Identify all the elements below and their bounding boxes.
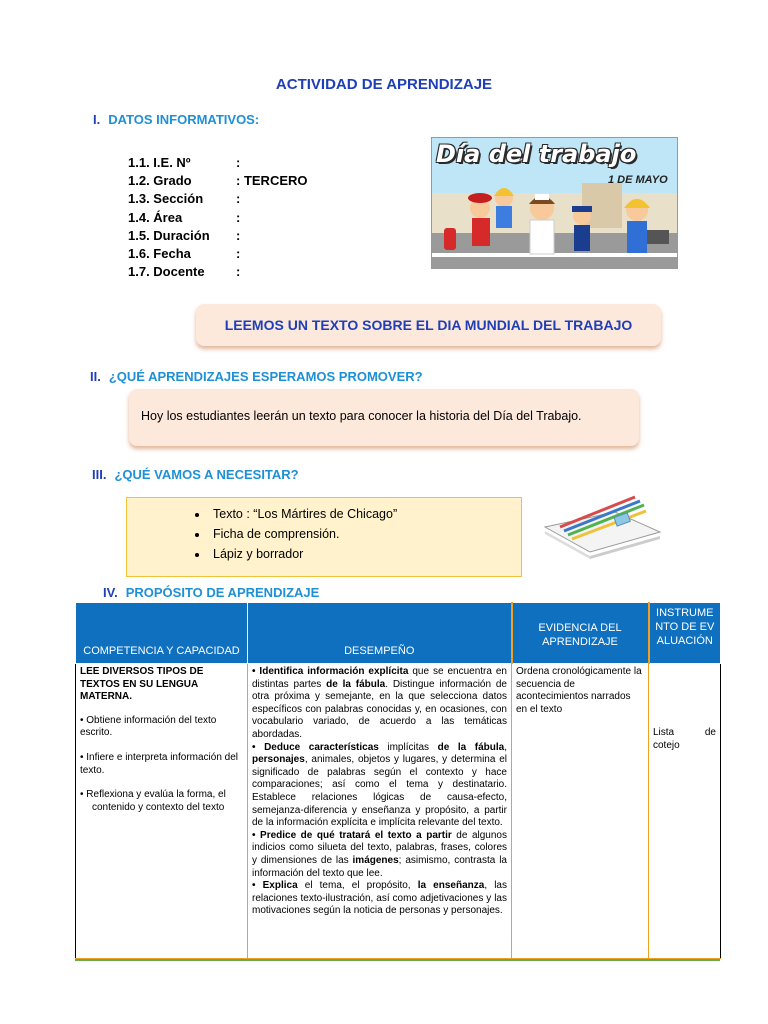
section-label: ¿QUÉ APRENDIZAJES ESPERAMOS PROMOVER? [108, 369, 423, 384]
lesson-title-box [196, 304, 661, 346]
instrumento-cell [649, 664, 721, 959]
section-necesitar-heading [92, 467, 299, 482]
datos-row [128, 245, 308, 263]
header-competencia: COMPETENCIA Y CAPACIDAD [76, 603, 248, 664]
section-number: I. [93, 112, 101, 127]
datos-label: 1.4. Área [128, 209, 183, 225]
dia-del-trabajo-banner [431, 137, 678, 269]
section-datos-heading [93, 112, 259, 127]
table-bottom-border [75, 959, 720, 961]
datos-list [128, 154, 308, 281]
datos-row [128, 263, 308, 281]
proposito-table [75, 602, 721, 959]
desempeno-item: • Explica el tema, el propósito, la enseñanza, las relaciones texto-ilustración, así como adjetivaciones y las motivaciones según la noticia de personas y personajes. [252, 880, 507, 917]
capacidad-item: • Infiere e interpreta información del texto. [80, 751, 239, 776]
header-desempeno: DESEMPEÑO [248, 603, 512, 664]
lesson-title: LEEMOS UN TEXTO SOBRE EL DIA MUNDIAL DEL TRABAJO [224, 317, 633, 333]
desempeno-item: • Deduce características implícitas de la fábula, personajes, animales, objetos y lugares, y determina el significado de palabras según el contexto y hace comparaciones; así como el tema y destinatario. Establece relaciones lógicas de causa-efecto, semejanza-diferencia y enseñanza y propósito, a partir de la información explícita e implícita relevante del texto. [252, 741, 507, 829]
table-row [76, 664, 721, 959]
banner-date: 1 DE MAYO [608, 174, 668, 186]
header-instrumento: INSTRUMENTO DE EVALUACIÓN [649, 603, 721, 664]
datos-value: : [236, 227, 241, 243]
datos-row [128, 227, 308, 245]
materiales-list [127, 504, 521, 564]
section-aprendizajes-heading [90, 369, 423, 384]
datos-row [128, 172, 308, 190]
datos-value: : [236, 264, 241, 280]
aprendizajes-text: Hoy los estudiantes leerán un texto para conocer la historia del Día del Trabajo. [141, 409, 582, 423]
section-number: IV. [103, 585, 118, 600]
section-number: II. [90, 369, 101, 384]
datos-value: : [236, 246, 241, 262]
section-label: PROPÓSITO DE APRENDIZAJE [125, 585, 320, 600]
page-title: ACTIVIDAD DE APRENDIZAJE [275, 76, 493, 93]
datos-row [128, 209, 308, 227]
section-label: ¿QUÉ VAMOS A NECESITAR? [114, 467, 299, 482]
datos-label: 1.5. Duración [128, 227, 210, 243]
header-evidencia: EVIDENCIA DEL APRENDIZAJE [512, 603, 649, 664]
datos-label: 1.1. I.E. Nº [128, 155, 191, 170]
datos-value: : TERCERO [236, 173, 308, 189]
datos-label: 1.7. Docente [128, 264, 205, 280]
datos-row [128, 190, 308, 208]
competencia-cell [76, 664, 248, 959]
materiales-item: • Lápiz y borrador [209, 544, 521, 564]
pencils-paper-icon [540, 487, 665, 567]
desempeno-cell [248, 664, 512, 959]
desempeno-item: • Identifica información explícita que se encuentra en distintas partes de la fábula. Distingue información de otra próxima y semejante, en la que selecciona datos específicos con palabras conocidas y, en ocasiones, con vocabulario variado, de acuerdo a las temáticas abordadas. [252, 666, 507, 740]
section-number: III. [92, 467, 107, 482]
evidencia-text: Ordena cronológicamente la secuencia de acontecimientos narrados en el texto [516, 666, 642, 715]
materiales-box [126, 497, 522, 577]
datos-row [128, 154, 308, 172]
section-label: DATOS INFORMATIVOS: [108, 112, 260, 127]
evidencia-cell [512, 664, 649, 959]
datos-value: : [236, 155, 241, 170]
materiales-item: • Ficha de comprensión. [209, 524, 521, 544]
datos-label: 1.6. Fecha [128, 246, 191, 262]
materiales-item: • Texto : “Los Mártires de Chicago” [209, 504, 521, 524]
instrumento-text: Lista de cotejo [653, 727, 716, 751]
datos-label: 1.2. Grado [128, 173, 192, 189]
banner-title: Día del trabajo [436, 140, 637, 168]
capacidad-item: • Reflexiona y evalúa la forma, el contenido y contexto del texto [80, 789, 226, 813]
competencia-title: LEE DIVERSOS TIPOS DE TEXTOS EN SU LENGUA MATERNA. [80, 666, 204, 703]
datos-value: : [236, 209, 241, 225]
aprendizajes-box [129, 389, 639, 446]
capacidad-item: • Obtiene información del texto escrito. [80, 714, 217, 739]
datos-label: 1.3. Sección [128, 191, 204, 207]
table-header-row [76, 603, 721, 664]
section-proposito-heading [103, 585, 319, 600]
datos-value: : [236, 191, 241, 207]
desempeno-item: • Predice de qué tratará el texto a partir de algunos indicios como silueta del texto, palabras, frases, colores y dimensiones de las imágenes; asimismo, contrasta la información del texto que lee. [252, 829, 507, 879]
